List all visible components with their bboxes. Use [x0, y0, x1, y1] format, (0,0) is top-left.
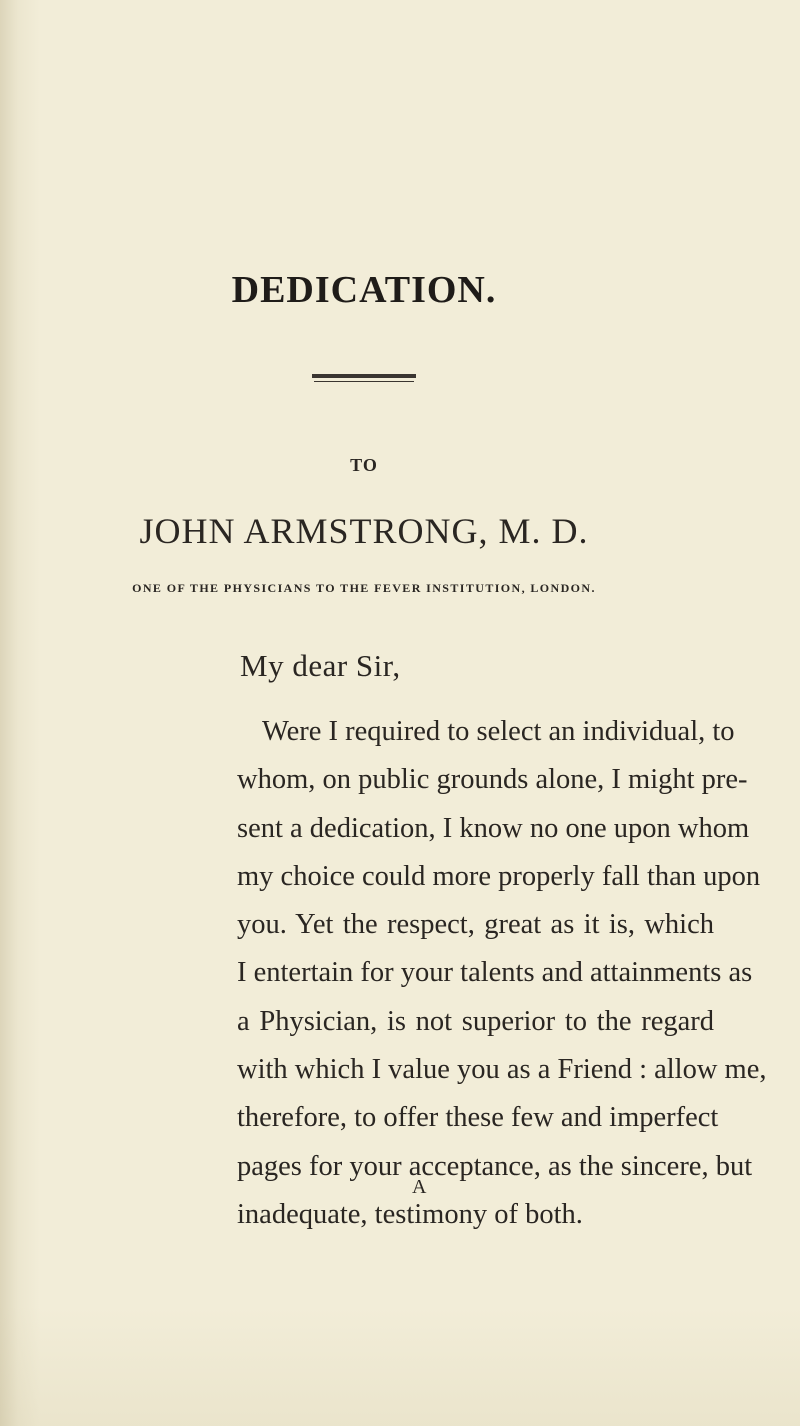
- dedication-body: [237, 708, 767, 1239]
- body-line: my choice could more properly fall than upon: [237, 860, 761, 892]
- body-line: with which I value you as a Friend : allow me,: [237, 1054, 767, 1086]
- body-line: inadequate, testimony of both.: [237, 1198, 583, 1230]
- body-line: you. Yet the respect, great as it is, which: [237, 909, 714, 941]
- heading-rule-thick: [312, 374, 416, 378]
- body-line: therefore, to offer these few and imperfect: [237, 1102, 719, 1134]
- salutation: My dear Sir,: [240, 648, 401, 683]
- body-line: pages for your acceptance, as the sincere, but: [237, 1150, 753, 1182]
- body-line: Were I required to select an individual, to: [262, 716, 735, 747]
- recipient-title: ONE OF THE PHYSICIANS TO THE FEVER INSTITUTION, LONDON.: [132, 581, 596, 595]
- body-line: I entertain for your talents and attainments as: [237, 957, 753, 989]
- signature-mark: A: [412, 1176, 427, 1198]
- recipient-name: JOHN ARMSTRONG, M. D.: [139, 511, 589, 551]
- body-line: sent a dedication, I know no one upon whom: [237, 812, 750, 844]
- body-line: whom, on public grounds alone, I might pre-: [237, 764, 748, 796]
- page-heading: DEDICATION.: [231, 269, 497, 311]
- heading-rule-thin: [314, 381, 414, 382]
- body-line: a Physician, is not superior to the regard: [237, 1005, 714, 1037]
- dedication-to: TO: [350, 455, 378, 475]
